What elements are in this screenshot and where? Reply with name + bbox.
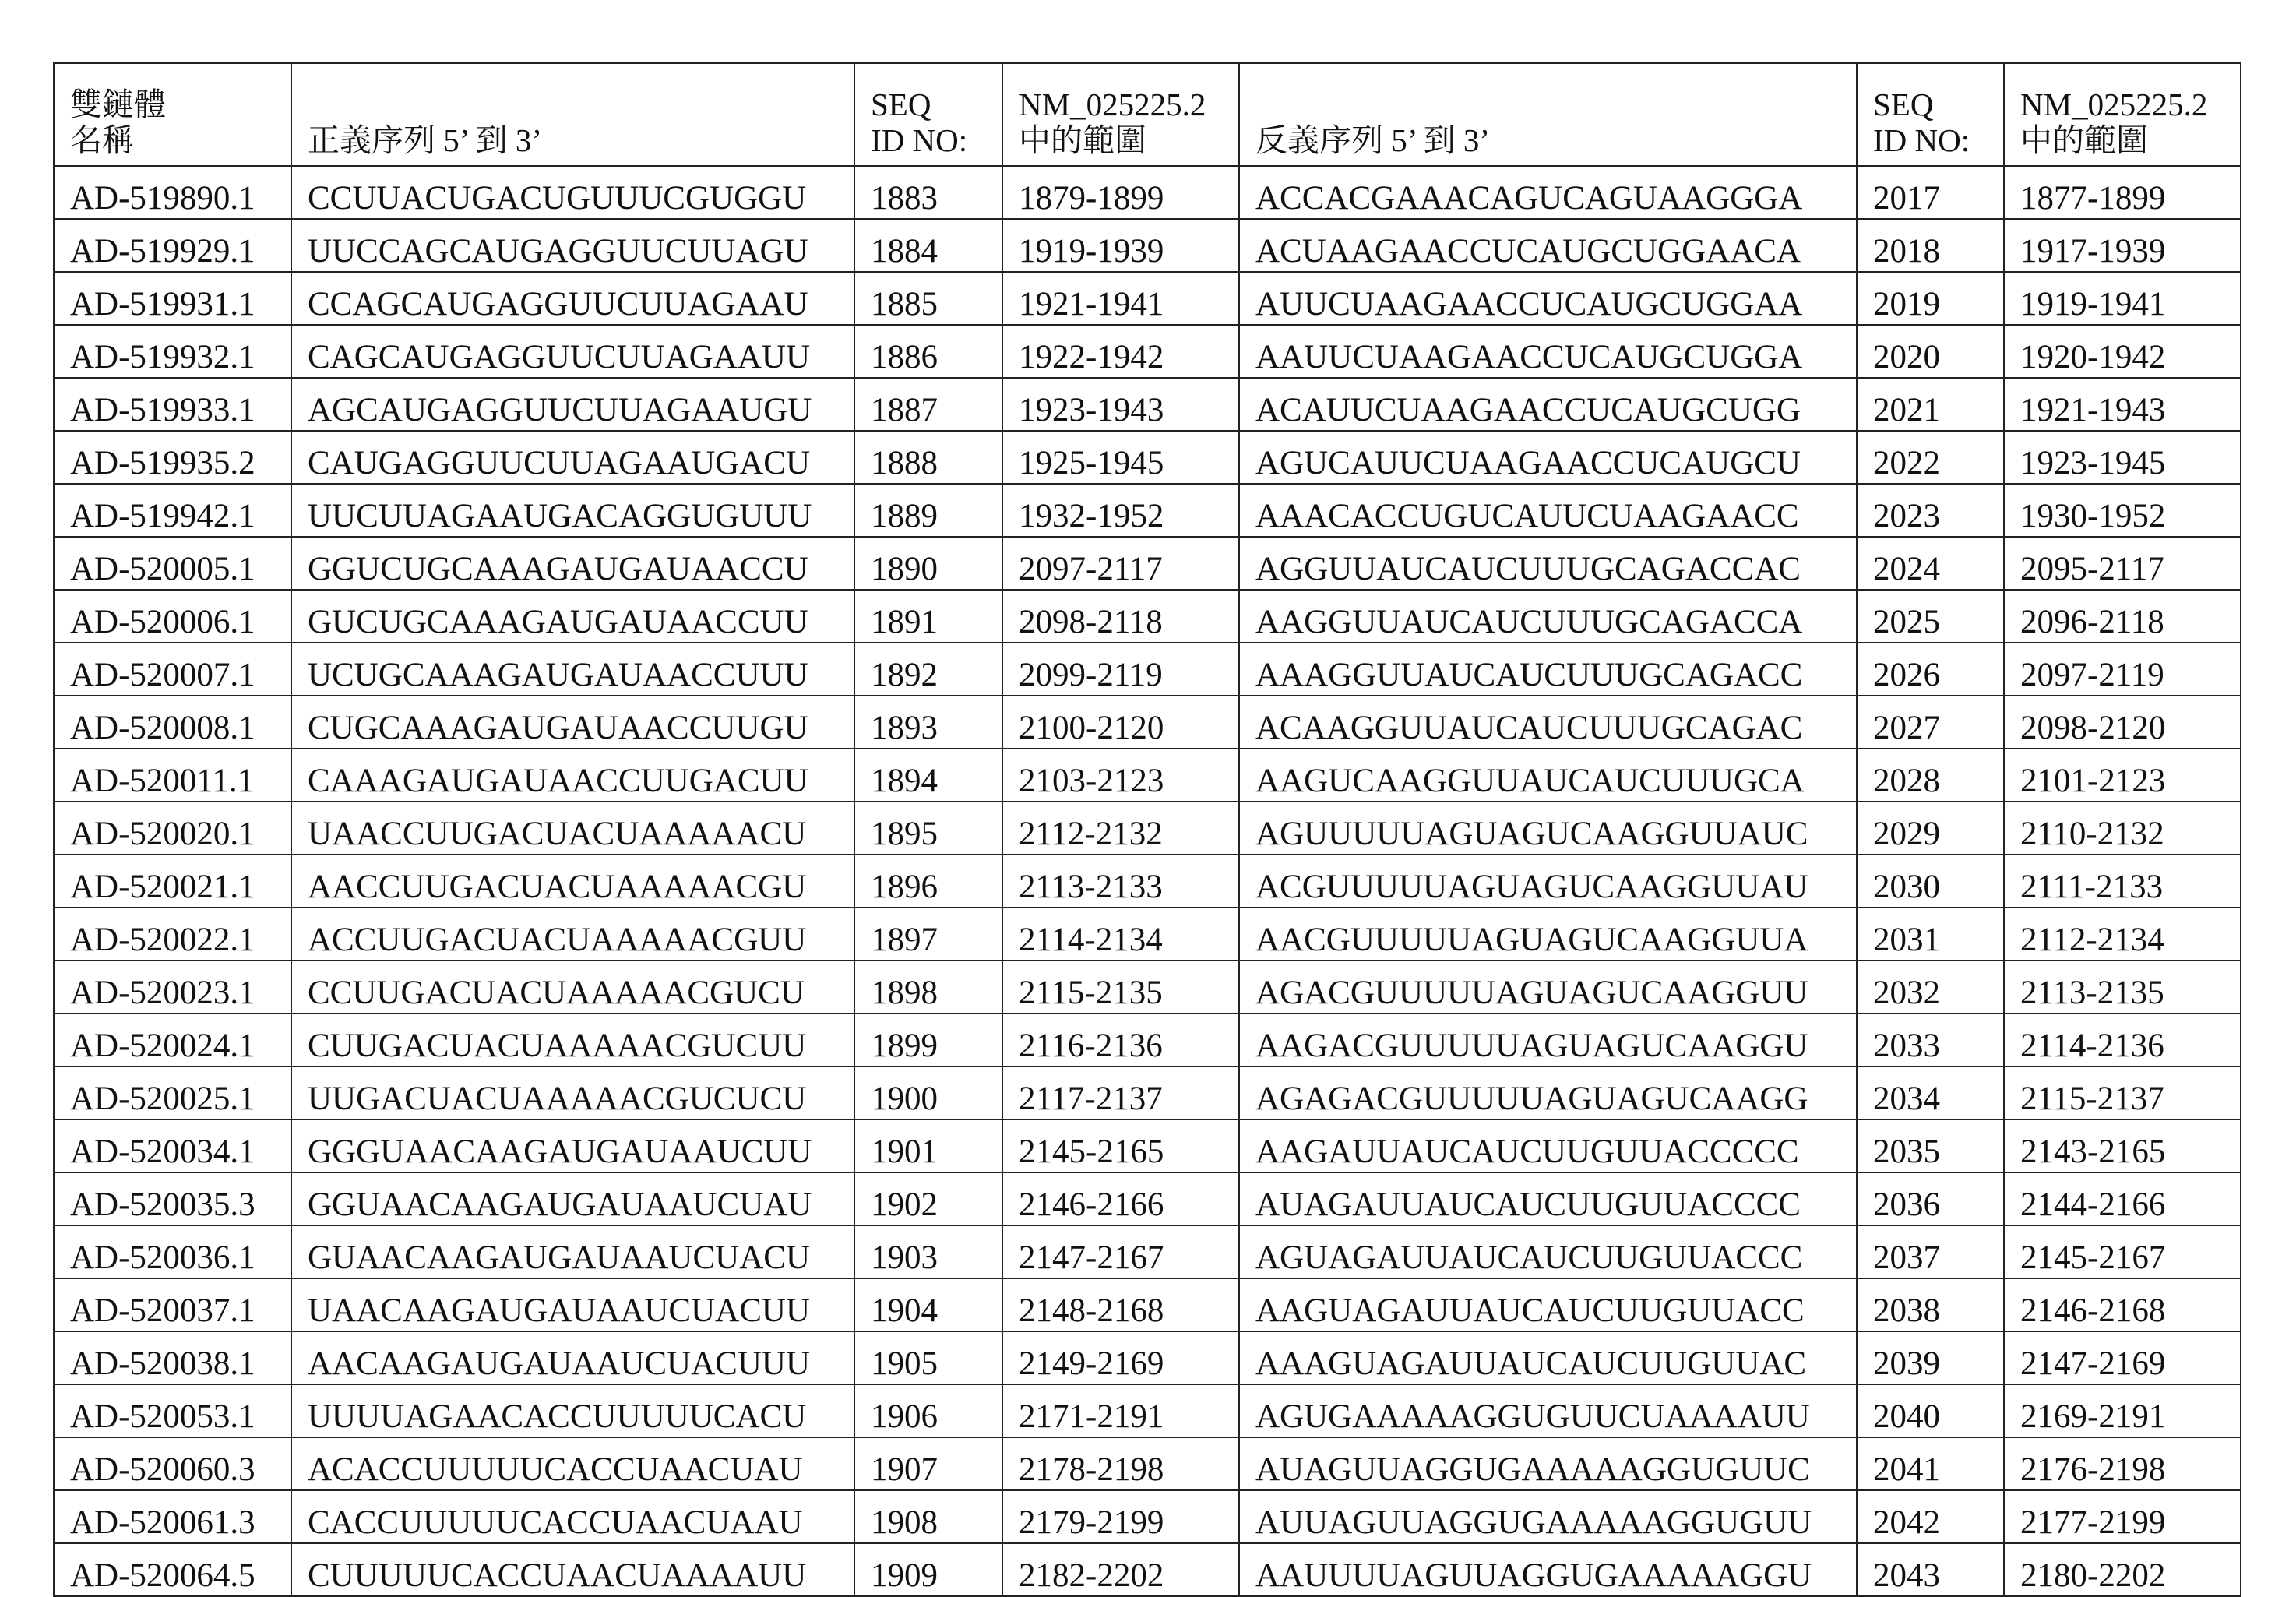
- duplex-name-cell: AD-520021.1: [54, 855, 291, 908]
- table-row: [54, 590, 2241, 643]
- antisense-range-cell: 1923-1945: [2004, 431, 2241, 484]
- table-row: [54, 855, 2241, 908]
- sense-range-cell: 2147-2167: [1002, 1225, 1239, 1278]
- antisense-sequence-cell: ACCACGAAACAGUCAGUAAGGGA: [1239, 166, 1857, 219]
- antisense-sequence-cell: AAAGUAGAUUAUCAUCUUGUUAC: [1239, 1331, 1857, 1384]
- sense-sequence-cell: ACACCUUUUUCACCUAACUAU: [291, 1437, 854, 1490]
- sense-range-cell: 1923-1943: [1002, 378, 1239, 431]
- duplex-name-cell: AD-519932.1: [54, 325, 291, 378]
- sense-seq-id-cell: 1891: [854, 590, 1002, 643]
- sense-range-cell: 2178-2198: [1002, 1437, 1239, 1490]
- duplex-name-cell: AD-520024.1: [54, 1014, 291, 1066]
- header-range-sense: [1002, 63, 1239, 166]
- duplex-name-cell: AD-520005.1: [54, 537, 291, 590]
- sense-sequence-cell: GGUAACAAGAUGAUAAUCUAU: [291, 1172, 854, 1225]
- sense-range-cell: 1925-1945: [1002, 431, 1239, 484]
- header-line: 中的範圍: [1019, 123, 1238, 159]
- sense-range-cell: 2148-2168: [1002, 1278, 1239, 1331]
- sense-range-cell: 2097-2117: [1002, 537, 1239, 590]
- antisense-sequence-cell: AAGAUUAUCAUCUUGUUACCCCC: [1239, 1119, 1857, 1172]
- antisense-range-cell: 1930-1952: [2004, 484, 2241, 537]
- header-line: 雙鏈體: [70, 87, 291, 123]
- sense-range-cell: 2100-2120: [1002, 696, 1239, 749]
- antisense-sequence-cell: AGAGACGUUUUUAGUAGUCAAGG: [1239, 1066, 1857, 1119]
- sense-seq-id-cell: 1908: [854, 1490, 1002, 1543]
- header-seq-id-sense: [854, 63, 1002, 166]
- sense-seq-id-cell: 1906: [854, 1384, 1002, 1437]
- sense-seq-id-cell: 1887: [854, 378, 1002, 431]
- antisense-seq-id-cell: 2040: [1857, 1384, 2004, 1437]
- antisense-seq-id-cell: 2032: [1857, 961, 2004, 1014]
- antisense-seq-id-cell: 2041: [1857, 1437, 2004, 1490]
- sense-sequence-cell: UAACCUUGACUACUAAAAACU: [291, 802, 854, 855]
- antisense-range-cell: 2098-2120: [2004, 696, 2241, 749]
- antisense-range-cell: 2114-2136: [2004, 1014, 2241, 1066]
- duplex-name-cell: AD-520006.1: [54, 590, 291, 643]
- antisense-sequence-cell: AGGUUAUCAUCUUUGCAGACCAC: [1239, 537, 1857, 590]
- antisense-seq-id-cell: 2028: [1857, 749, 2004, 802]
- sense-seq-id-cell: 1885: [854, 272, 1002, 325]
- sense-sequence-cell: UUCUUAGAAUGACAGGUGUUU: [291, 484, 854, 537]
- table-row: [54, 1384, 2241, 1437]
- sense-seq-id-cell: 1905: [854, 1331, 1002, 1384]
- duplex-sequence-table: [53, 62, 2241, 1597]
- sense-range-cell: 2146-2166: [1002, 1172, 1239, 1225]
- sense-range-cell: 2098-2118: [1002, 590, 1239, 643]
- table-row: [54, 1278, 2241, 1331]
- sense-sequence-cell: CAAAGAUGAUAACCUUGACUU: [291, 749, 854, 802]
- duplex-name-cell: AD-520020.1: [54, 802, 291, 855]
- antisense-seq-id-cell: 2037: [1857, 1225, 2004, 1278]
- antisense-seq-id-cell: 2035: [1857, 1119, 2004, 1172]
- sense-seq-id-cell: 1890: [854, 537, 1002, 590]
- sense-sequence-cell: UUCCAGCAUGAGGUUCUUAGU: [291, 219, 854, 272]
- antisense-range-cell: 2095-2117: [2004, 537, 2241, 590]
- antisense-sequence-cell: AAAGGUUAUCAUCUUUGCAGACC: [1239, 643, 1857, 696]
- antisense-seq-id-cell: 2042: [1857, 1490, 2004, 1543]
- table-row: [54, 431, 2241, 484]
- sense-sequence-cell: CUUGACUACUAAAAACGUCUU: [291, 1014, 854, 1066]
- table-row: [54, 749, 2241, 802]
- sense-seq-id-cell: 1884: [854, 219, 1002, 272]
- sense-seq-id-cell: 1904: [854, 1278, 1002, 1331]
- sense-seq-id-cell: 1899: [854, 1014, 1002, 1066]
- header-line: NM_025225.2: [2020, 87, 2240, 123]
- antisense-sequence-cell: AACGUUUUUAGUAGUCAAGGUUA: [1239, 908, 1857, 961]
- antisense-range-cell: 2177-2199: [2004, 1490, 2241, 1543]
- antisense-range-cell: 1877-1899: [2004, 166, 2241, 219]
- sense-sequence-cell: UAACAAGAUGAUAAUCUACUU: [291, 1278, 854, 1331]
- table-row: [54, 378, 2241, 431]
- sense-sequence-cell: AACCUUGACUACUAAAAACGU: [291, 855, 854, 908]
- antisense-range-cell: 2101-2123: [2004, 749, 2241, 802]
- sense-range-cell: 1932-1952: [1002, 484, 1239, 537]
- sense-seq-id-cell: 1893: [854, 696, 1002, 749]
- table-row: [54, 1437, 2241, 1490]
- sense-range-cell: 1879-1899: [1002, 166, 1239, 219]
- antisense-sequence-cell: AAGACGUUUUUAGUAGUCAAGGU: [1239, 1014, 1857, 1066]
- duplex-name-cell: AD-520023.1: [54, 961, 291, 1014]
- sense-range-cell: 1922-1942: [1002, 325, 1239, 378]
- sense-sequence-cell: CCUUACUGACUGUUUCGUGGU: [291, 166, 854, 219]
- antisense-sequence-cell: AAGUAGAUUAUCAUCUUGUUACC: [1239, 1278, 1857, 1331]
- antisense-range-cell: 2144-2166: [2004, 1172, 2241, 1225]
- antisense-range-cell: 2147-2169: [2004, 1331, 2241, 1384]
- antisense-sequence-cell: AGUAGAUUAUCAUCUUGUUACCC: [1239, 1225, 1857, 1278]
- duplex-name-cell: AD-520008.1: [54, 696, 291, 749]
- antisense-sequence-cell: AGUUUUUAGUAGUCAAGGUUAUC: [1239, 802, 1857, 855]
- antisense-seq-id-cell: 2017: [1857, 166, 2004, 219]
- antisense-range-cell: 2176-2198: [2004, 1437, 2241, 1490]
- antisense-seq-id-cell: 2038: [1857, 1278, 2004, 1331]
- table-row: [54, 1543, 2241, 1596]
- antisense-sequence-cell: AUUCUAAGAACCUCAUGCUGGAA: [1239, 272, 1857, 325]
- sense-range-cell: 2149-2169: [1002, 1331, 1239, 1384]
- sense-range-cell: 2112-2132: [1002, 802, 1239, 855]
- sense-sequence-cell: CUGCAAAGAUGAUAACCUUGU: [291, 696, 854, 749]
- antisense-sequence-cell: AAGGUUAUCAUCUUUGCAGACCA: [1239, 590, 1857, 643]
- sense-sequence-cell: UUGACUACUAAAAACGUCUCU: [291, 1066, 854, 1119]
- sense-range-cell: 2103-2123: [1002, 749, 1239, 802]
- antisense-range-cell: 2115-2137: [2004, 1066, 2241, 1119]
- antisense-seq-id-cell: 2034: [1857, 1066, 2004, 1119]
- duplex-name-cell: AD-520064.5: [54, 1543, 291, 1596]
- sense-seq-id-cell: 1896: [854, 855, 1002, 908]
- antisense-sequence-cell: AUAGUUAGGUGAAAAAGGUGUUC: [1239, 1437, 1857, 1490]
- sense-seq-id-cell: 1897: [854, 908, 1002, 961]
- header-line: ID NO:: [1873, 123, 2003, 159]
- antisense-sequence-cell: ACUAAGAACCUCAUGCUGGAACA: [1239, 219, 1857, 272]
- antisense-seq-id-cell: 2039: [1857, 1331, 2004, 1384]
- sense-seq-id-cell: 1894: [854, 749, 1002, 802]
- antisense-range-cell: 2112-2134: [2004, 908, 2241, 961]
- sense-sequence-cell: UUUUAGAACACCUUUUUCACU: [291, 1384, 854, 1437]
- duplex-name-cell: AD-520037.1: [54, 1278, 291, 1331]
- sense-seq-id-cell: 1901: [854, 1119, 1002, 1172]
- sense-seq-id-cell: 1900: [854, 1066, 1002, 1119]
- antisense-range-cell: 2097-2119: [2004, 643, 2241, 696]
- duplex-name-cell: AD-520061.3: [54, 1490, 291, 1543]
- duplex-name-cell: AD-519931.1: [54, 272, 291, 325]
- antisense-seq-id-cell: 2031: [1857, 908, 2004, 961]
- sense-sequence-cell: CACCUUUUUCACCUAACUAAU: [291, 1490, 854, 1543]
- antisense-range-cell: 2146-2168: [2004, 1278, 2241, 1331]
- antisense-range-cell: 2096-2118: [2004, 590, 2241, 643]
- antisense-range-cell: 1921-1943: [2004, 378, 2241, 431]
- antisense-sequence-cell: AAACACCUGUCAUUCUAAGAACC: [1239, 484, 1857, 537]
- header-line: 中的範圍: [2020, 123, 2240, 159]
- sense-seq-id-cell: 1909: [854, 1543, 1002, 1596]
- antisense-range-cell: 2169-2191: [2004, 1384, 2241, 1437]
- sense-seq-id-cell: 1907: [854, 1437, 1002, 1490]
- duplex-name-cell: AD-519929.1: [54, 219, 291, 272]
- antisense-range-cell: 2143-2165: [2004, 1119, 2241, 1172]
- antisense-range-cell: 2180-2202: [2004, 1543, 2241, 1596]
- antisense-sequence-cell: AAGUCAAGGUUAUCAUCUUUGCA: [1239, 749, 1857, 802]
- antisense-range-cell: 2111-2133: [2004, 855, 2241, 908]
- table-row: [54, 1490, 2241, 1543]
- duplex-name-cell: AD-520038.1: [54, 1331, 291, 1384]
- antisense-seq-id-cell: 2022: [1857, 431, 2004, 484]
- duplex-name-cell: AD-520011.1: [54, 749, 291, 802]
- duplex-name-cell: AD-520035.3: [54, 1172, 291, 1225]
- sense-range-cell: 2116-2136: [1002, 1014, 1239, 1066]
- table-row: [54, 696, 2241, 749]
- sense-sequence-cell: CCAGCAUGAGGUUCUUAGAAU: [291, 272, 854, 325]
- sense-range-cell: 1921-1941: [1002, 272, 1239, 325]
- table-row: [54, 325, 2241, 378]
- table-row: [54, 537, 2241, 590]
- header-seq-id-antisense: [1857, 63, 2004, 166]
- antisense-range-cell: 2113-2135: [2004, 961, 2241, 1014]
- antisense-range-cell: 1917-1939: [2004, 219, 2241, 272]
- sense-sequence-cell: GGGUAACAAGAUGAUAAUCUU: [291, 1119, 854, 1172]
- header-row: [54, 63, 2241, 166]
- duplex-name-cell: AD-520034.1: [54, 1119, 291, 1172]
- antisense-sequence-cell: ACAAGGUUAUCAUCUUUGCAGAC: [1239, 696, 1857, 749]
- antisense-seq-id-cell: 2026: [1857, 643, 2004, 696]
- antisense-seq-id-cell: 2025: [1857, 590, 2004, 643]
- sense-range-cell: 2182-2202: [1002, 1543, 1239, 1596]
- antisense-seq-id-cell: 2043: [1857, 1543, 2004, 1596]
- sense-seq-id-cell: 1889: [854, 484, 1002, 537]
- antisense-seq-id-cell: 2024: [1857, 537, 2004, 590]
- duplex-name-cell: AD-520053.1: [54, 1384, 291, 1437]
- antisense-seq-id-cell: 2036: [1857, 1172, 2004, 1225]
- antisense-seq-id-cell: 2027: [1857, 696, 2004, 749]
- table-row: [54, 643, 2241, 696]
- sense-seq-id-cell: 1883: [854, 166, 1002, 219]
- sense-sequence-cell: GUCUGCAAAGAUGAUAACCUU: [291, 590, 854, 643]
- sense-sequence-cell: CUUUUUCACCUAACUAAAAUU: [291, 1543, 854, 1596]
- table-row: [54, 908, 2241, 961]
- antisense-sequence-cell: AGACGUUUUUAGUAGUCAAGGUU: [1239, 961, 1857, 1014]
- table-row: [54, 961, 2241, 1014]
- duplex-name-cell: AD-520022.1: [54, 908, 291, 961]
- sense-range-cell: 2114-2134: [1002, 908, 1239, 961]
- antisense-sequence-cell: AUAGAUUAUCAUCUUGUUACCCC: [1239, 1172, 1857, 1225]
- antisense-sequence-cell: ACAUUCUAAGAACCUCAUGCUGG: [1239, 378, 1857, 431]
- table-row: [54, 272, 2241, 325]
- header-antisense-sequence: 反義序列 5’ 到 3’: [1239, 63, 1857, 166]
- sense-sequence-cell: AGCAUGAGGUUCUUAGAAUGU: [291, 378, 854, 431]
- duplex-name-cell: AD-520060.3: [54, 1437, 291, 1490]
- table-row: [54, 484, 2241, 537]
- sense-sequence-cell: CAUGAGGUUCUUAGAAUGACU: [291, 431, 854, 484]
- antisense-range-cell: 1920-1942: [2004, 325, 2241, 378]
- duplex-name-cell: AD-519890.1: [54, 166, 291, 219]
- header-range-antisense: [2004, 63, 2241, 166]
- table-row: [54, 1331, 2241, 1384]
- sense-seq-id-cell: 1888: [854, 431, 1002, 484]
- antisense-seq-id-cell: 2019: [1857, 272, 2004, 325]
- antisense-sequence-cell: AAUUUUAGUUAGGUGAAAAAGGU: [1239, 1543, 1857, 1596]
- antisense-sequence-cell: AAUUCUAAGAACCUCAUGCUGGA: [1239, 325, 1857, 378]
- header-line: NM_025225.2: [1019, 87, 1238, 123]
- sense-seq-id-cell: 1886: [854, 325, 1002, 378]
- sense-range-cell: 2099-2119: [1002, 643, 1239, 696]
- sense-sequence-cell: UCUGCAAAGAUGAUAACCUUU: [291, 643, 854, 696]
- antisense-seq-id-cell: 2020: [1857, 325, 2004, 378]
- antisense-seq-id-cell: 2021: [1857, 378, 2004, 431]
- sense-range-cell: 2113-2133: [1002, 855, 1239, 908]
- duplex-name-cell: AD-520025.1: [54, 1066, 291, 1119]
- sense-seq-id-cell: 1902: [854, 1172, 1002, 1225]
- antisense-seq-id-cell: 2023: [1857, 484, 2004, 537]
- table-row: [54, 1225, 2241, 1278]
- sense-range-cell: 2171-2191: [1002, 1384, 1239, 1437]
- sense-sequence-cell: CAGCAUGAGGUUCUUAGAAUU: [291, 325, 854, 378]
- antisense-seq-id-cell: 2030: [1857, 855, 2004, 908]
- duplex-name-cell: AD-519935.2: [54, 431, 291, 484]
- duplex-name-cell: AD-520036.1: [54, 1225, 291, 1278]
- antisense-sequence-cell: ACGUUUUUAGUAGUCAAGGUUAU: [1239, 855, 1857, 908]
- header-sense-sequence: 正義序列 5’ 到 3’: [291, 63, 854, 166]
- duplex-name-cell: AD-519933.1: [54, 378, 291, 431]
- header-line: ID NO:: [871, 123, 1002, 159]
- table-row: [54, 802, 2241, 855]
- header-line: SEQ: [871, 87, 1002, 123]
- table-row: [54, 219, 2241, 272]
- sense-seq-id-cell: 1895: [854, 802, 1002, 855]
- antisense-sequence-cell: AUUAGUUAGGUGAAAAAGGUGUU: [1239, 1490, 1857, 1543]
- sense-seq-id-cell: 1903: [854, 1225, 1002, 1278]
- table-row: [54, 1172, 2241, 1225]
- sense-sequence-cell: GGUCUGCAAAGAUGAUAACCU: [291, 537, 854, 590]
- antisense-seq-id-cell: 2018: [1857, 219, 2004, 272]
- sense-range-cell: 2179-2199: [1002, 1490, 1239, 1543]
- sense-seq-id-cell: 1898: [854, 961, 1002, 1014]
- sense-range-cell: 2145-2165: [1002, 1119, 1239, 1172]
- sense-sequence-cell: ACCUUGACUACUAAAAACGUU: [291, 908, 854, 961]
- sense-sequence-cell: CCUUGACUACUAAAAACGUCU: [291, 961, 854, 1014]
- table-body: [54, 166, 2241, 1596]
- duplex-name-cell: AD-520007.1: [54, 643, 291, 696]
- duplex-name-cell: AD-519942.1: [54, 484, 291, 537]
- sense-range-cell: 2115-2135: [1002, 961, 1239, 1014]
- table-row: [54, 1119, 2241, 1172]
- sense-range-cell: 1919-1939: [1002, 219, 1239, 272]
- antisense-range-cell: 2145-2167: [2004, 1225, 2241, 1278]
- antisense-sequence-cell: AGUCAUUCUAAGAACCUCAUGCU: [1239, 431, 1857, 484]
- header-line: 名稱: [70, 123, 291, 159]
- sense-sequence-cell: AACAAGAUGAUAAUCUACUUU: [291, 1331, 854, 1384]
- sense-range-cell: 2117-2137: [1002, 1066, 1239, 1119]
- sense-seq-id-cell: 1892: [854, 643, 1002, 696]
- antisense-seq-id-cell: 2029: [1857, 802, 2004, 855]
- header-line: SEQ: [1873, 87, 2003, 123]
- header-duplex-name: [54, 63, 291, 166]
- antisense-sequence-cell: AGUGAAAAAGGUGUUCUAAAAUU: [1239, 1384, 1857, 1437]
- table-row: [54, 1014, 2241, 1066]
- table-row: [54, 166, 2241, 219]
- antisense-range-cell: 1919-1941: [2004, 272, 2241, 325]
- antisense-seq-id-cell: 2033: [1857, 1014, 2004, 1066]
- antisense-range-cell: 2110-2132: [2004, 802, 2241, 855]
- table-row: [54, 1066, 2241, 1119]
- sense-sequence-cell: GUAACAAGAUGAUAAUCUACU: [291, 1225, 854, 1278]
